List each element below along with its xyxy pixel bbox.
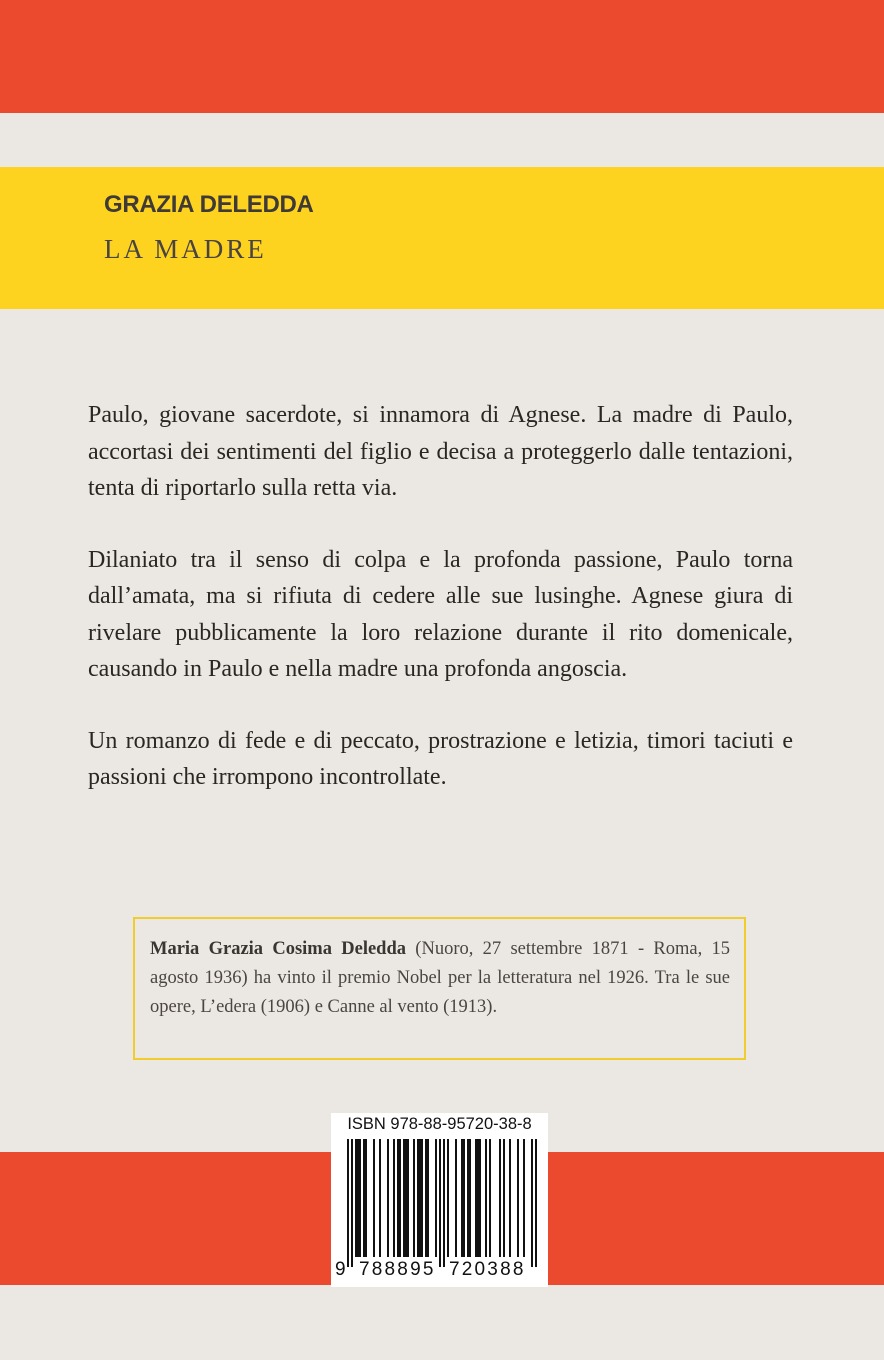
barcode-bar	[523, 1139, 525, 1257]
barcode-bar	[405, 1139, 407, 1257]
barcode-bar	[413, 1139, 415, 1257]
barcode-bar	[379, 1139, 381, 1257]
synopsis-paragraph: Dilaniato tra il senso di colpa e la profonda passione, Paulo torna dall’amata, ma si rifiuta di cedere alle sue lusinghe. Agnese giura di rivelare pubblicamente la loro relazione durante il rito domenicale, causando in Paulo e nella madre una profonda angoscia.	[88, 546, 793, 682]
barcode-bar	[427, 1139, 429, 1257]
barcode-bar	[535, 1139, 537, 1267]
barcode-bar	[403, 1139, 405, 1257]
barcode-bar	[517, 1139, 519, 1257]
synopsis-paragraph: Un romanzo di fede e di peccato, prostrazione e letizia, timori taciuti e passioni che irrompono incontrollate.	[88, 727, 793, 790]
synopsis-paragraph: Paulo, giovane sacerdote, si innamora di Agnese. La madre di Paulo, accortasi dei sentimenti del figlio e decisa a proteggerlo dalle tentazioni, tenta di riportarlo sulla retta via.	[88, 402, 793, 501]
barcode-bar	[355, 1139, 357, 1257]
bio-author-name: Maria Grazia Cosima Deledda	[150, 939, 407, 959]
barcode-bar	[417, 1139, 419, 1257]
barcode-bar	[509, 1139, 511, 1257]
isbn-barcode	[331, 1113, 548, 1287]
barcode-bar	[363, 1139, 365, 1257]
ean-right-digits: 720388	[449, 1259, 526, 1280]
barcode-bar	[359, 1139, 361, 1257]
barcode-bar	[531, 1139, 533, 1267]
barcode-bar	[477, 1139, 479, 1257]
barcode-bar	[475, 1139, 477, 1257]
barcode-bar	[455, 1139, 457, 1257]
barcode-bar	[387, 1139, 389, 1257]
barcode-bar	[499, 1139, 501, 1257]
barcode-bar	[397, 1139, 399, 1257]
barcode-bar	[439, 1139, 441, 1267]
isbn-label: ISBN 978-88-95720-38-8	[347, 1115, 532, 1133]
author-name: GRAZIA DELEDDA	[104, 191, 314, 218]
barcode-bar	[469, 1139, 471, 1257]
ean-left-digits: 788895	[359, 1259, 436, 1280]
barcode-bar	[373, 1139, 375, 1257]
author-bio	[150, 935, 730, 1022]
barcode-bar	[443, 1139, 445, 1267]
barcode-bar	[365, 1139, 367, 1257]
barcode-bar	[435, 1139, 437, 1257]
book-title: LA MADRE	[104, 234, 267, 264]
ean-first-digit: 9	[335, 1259, 346, 1280]
barcode-bar	[461, 1139, 463, 1257]
barcode-bar	[407, 1139, 409, 1257]
author-bio-box	[133, 917, 746, 1060]
barcode-bar	[485, 1139, 487, 1257]
barcode-bar	[351, 1139, 353, 1267]
barcode-bar	[419, 1139, 421, 1257]
barcode-bar	[357, 1139, 359, 1257]
barcode-bar	[489, 1139, 491, 1257]
barcode-bar	[393, 1139, 395, 1257]
barcode-bar	[479, 1139, 481, 1257]
barcode-bar	[463, 1139, 465, 1257]
barcode-bar	[467, 1139, 469, 1257]
bio-text: (Nuoro, 27 settembre 1871 - Roma, 15 agosto 1936) ha vinto il premio Nobel per la letteratura nel 1926. Tra le sue opere, L’edera (1906) e Canne al vento (1913).	[150, 939, 731, 1017]
barcode-bar	[425, 1139, 427, 1257]
barcode-bar	[447, 1139, 449, 1257]
barcode-bar	[347, 1139, 349, 1267]
barcode-bar	[503, 1139, 505, 1257]
barcode-bar	[399, 1139, 401, 1257]
top-red-band	[0, 0, 884, 113]
synopsis	[88, 397, 793, 831]
barcode-bar	[421, 1139, 423, 1257]
